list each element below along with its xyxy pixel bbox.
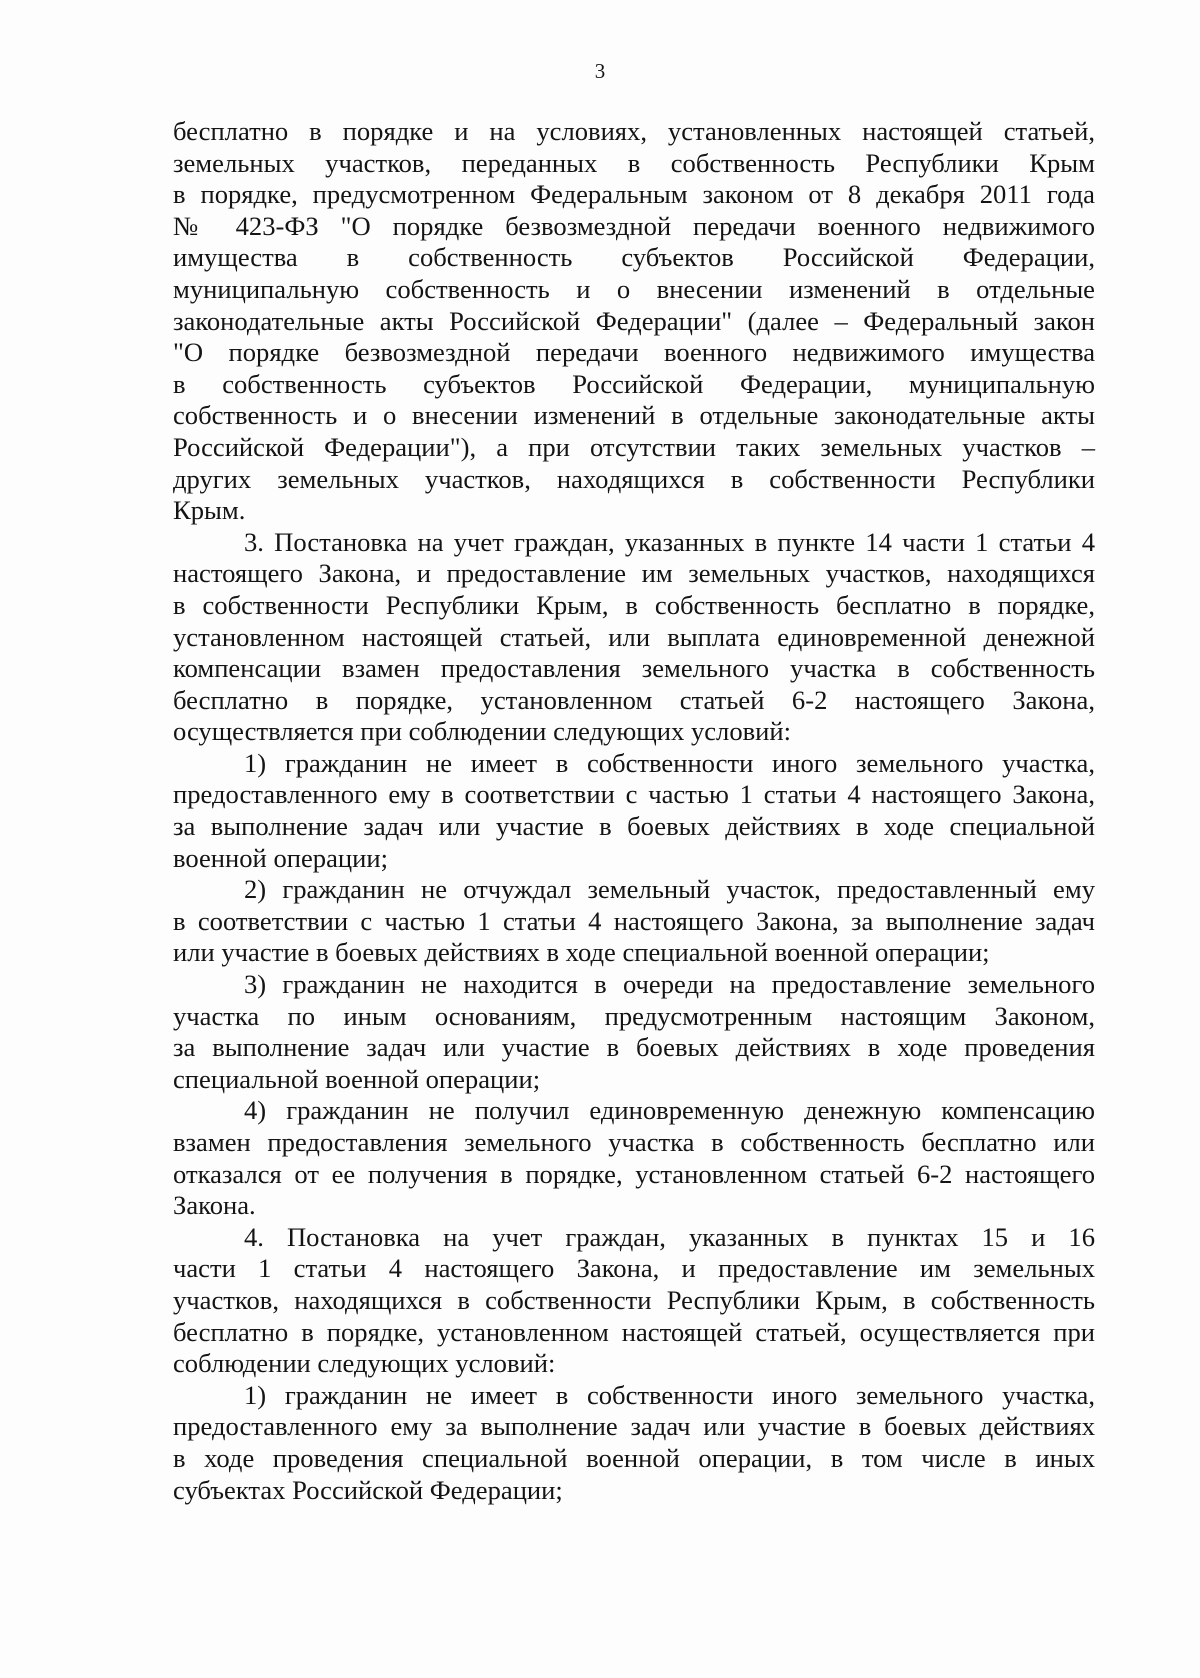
text-line: Российской Федерации"), а при отсутствии таких земельных участков – (173, 431, 1095, 462)
page-number: 3 (594, 59, 606, 83)
text-line: собственность и о внесении изменений в отдельные законодательные акты (173, 400, 1095, 431)
text-line: в соответствии с частью 1 статьи 4 настоящего Закона, за выполнение задач (173, 905, 1095, 936)
text-line: земельных участков, переданных в собственность Республики Крым (173, 147, 1095, 178)
text-line: 2) гражданин не отчуждал земельный участок, предоставленный ему (244, 874, 1095, 905)
text-line: части 1 статьи 4 настоящего Закона, и предоставление им земельных (173, 1253, 1095, 1284)
text-line: участков, находящихся в собственности Республики Крым, в собственность (173, 1284, 1095, 1315)
text-line: бесплатно в порядке, установленном статьей 6-2 настоящего Закона, (173, 684, 1095, 715)
text-line: "О порядке безвозмездной передачи военного недвижимого имущества (173, 337, 1095, 368)
text-line: в собственность субъектов Российской Федерации, муниципальную (173, 368, 1095, 399)
text-line: участка по иным основаниям, предусмотренным настоящим Законом, (173, 1000, 1095, 1031)
text-line: предоставленного ему за выполнение задач или участие в боевых действиях (173, 1411, 1095, 1442)
text-line: 4. Постановка на учет граждан, указанных в пунктах 15 и 16 (244, 1221, 1095, 1252)
text-line: № 423-ФЗ "О порядке безвозмездной передачи военного недвижимого (173, 210, 1095, 241)
text-line: имущества в собственность субъектов Российской Федерации, (173, 242, 1095, 273)
text-line: осуществляется при соблюдении следующих условий: (173, 716, 792, 747)
text-line: Крым. (173, 495, 246, 526)
text-line: в порядке, предусмотренном Федеральным законом от 8 декабря 2011 года (173, 179, 1095, 210)
text-line: бесплатно в порядке и на условиях, установленных настоящей статьей, (173, 116, 1095, 146)
text-line: за выполнение задач или участие в боевых действиях в ходе специальной (173, 811, 1095, 842)
text-line: Закона. (173, 1190, 256, 1221)
text-line: других земельных участков, находящихся в собственности Республики (173, 463, 1095, 494)
text-line: 1) гражданин не имеет в собственности иного земельного участка, (244, 1379, 1095, 1410)
text-line: 1) гражданин не имеет в собственности иного земельного участка, (244, 747, 1095, 778)
text-line: отказался от ее получения в порядке, установленном статьей 6-2 настоящего (173, 1158, 1095, 1189)
text-line: 3) гражданин не находится в очереди на предоставление земельного (244, 969, 1095, 1000)
text-line: соблюдении следующих условий: (173, 1348, 556, 1379)
text-line: 3. Постановка на учет граждан, указанных в пункте 14 части 1 статьи 4 (244, 526, 1095, 557)
text-line: 4) гражданин не получил единовременную денежную компенсацию (244, 1095, 1095, 1126)
text-line: установленном настоящей статьей, или выплата единовременной денежной (173, 621, 1095, 652)
text-line: настоящего Закона, и предоставление им земельных участков, находящихся (173, 558, 1095, 589)
text-line: компенсации взамен предоставления земельного участка в собственность (173, 653, 1095, 684)
text-line: военной операции; (173, 842, 388, 873)
text-line: предоставленного ему в соответствии с частью 1 статьи 4 настоящего Закона, (173, 779, 1095, 810)
text-line: в ходе проведения специальной военной операции, в том числе в иных (173, 1442, 1095, 1473)
text-line: или участие в боевых действиях в ходе специальной военной операции; (173, 937, 990, 968)
text-line: в собственности Республики Крым, в собственность бесплатно в порядке, (173, 589, 1095, 620)
text-line: за выполнение задач или участие в боевых действиях в ходе проведения (173, 1032, 1095, 1063)
text-line: взамен предоставления земельного участка в собственность бесплатно или (173, 1127, 1095, 1157)
text-line: законодательные акты Российской Федерации" (далее – Федеральный закон (173, 305, 1095, 336)
text-line: бесплатно в порядке, установленном настоящей статьей, осуществляется при (173, 1316, 1095, 1347)
document-body (173, 116, 1095, 1506)
text-line: муниципальную собственность и о внесении изменений в отдельные (173, 273, 1095, 304)
text-line: субъектах Российской Федерации; (173, 1474, 563, 1505)
text-line: специальной военной операции; (173, 1063, 541, 1094)
